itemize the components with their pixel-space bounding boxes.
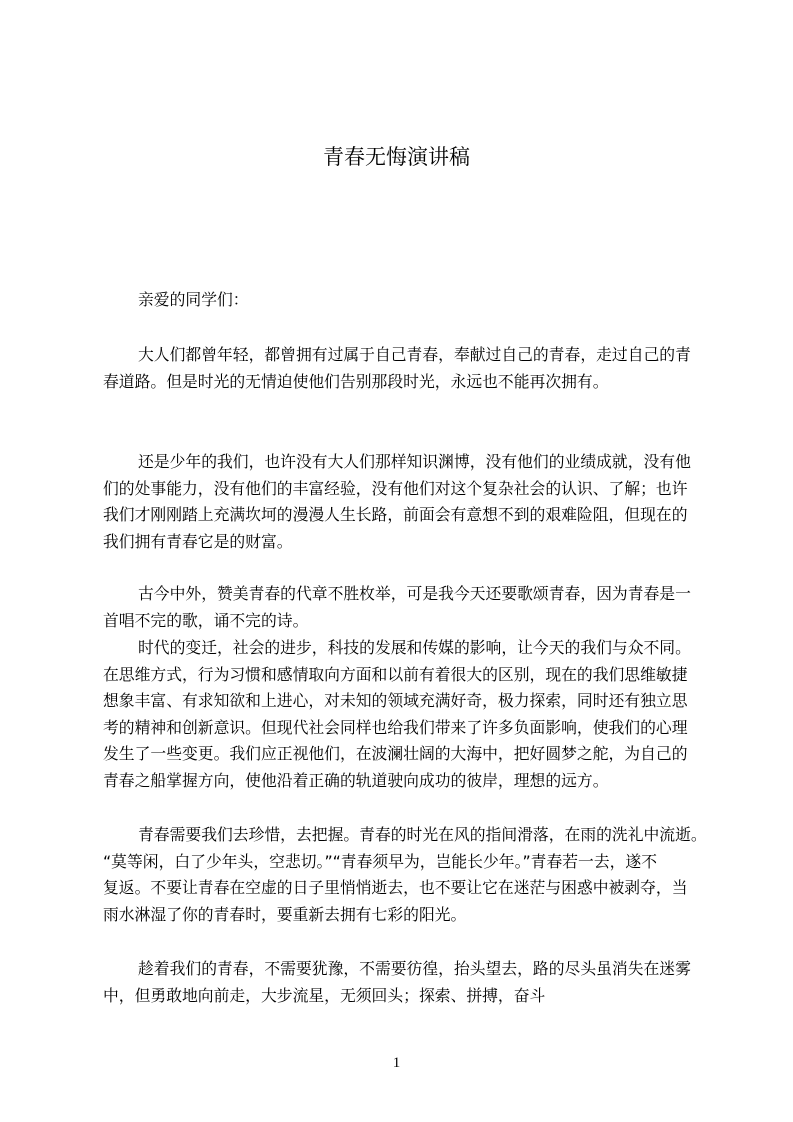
paragraph [103, 956, 703, 1009]
greeting [103, 287, 703, 314]
paragraph-line: 趁着我们的青春，不需要犹豫，不需要彷徨，抬头望去，路的尽头虽消失在迷雾 [138, 959, 691, 978]
paragraph [103, 635, 703, 795]
paragraph-line: 时代的变迁，社会的进步，科技的发展和传媒的影响，让今天的我们与众不同。 [138, 638, 691, 657]
paragraph-line: 们的处事能力，没有他们的丰富经验，没有他们对这个复杂社会的认识、了解；也许 [103, 478, 688, 498]
paragraph [103, 449, 703, 555]
paragraph-line: 青春需要我们去珍惜，去把握。青春的时光在风的指间滑落，在雨的洗礼中流逝。 [138, 825, 707, 844]
paragraph-line: 雨水淋湿了你的青春时，要重新去拥有七彩的阳光。 [103, 904, 467, 924]
paragraph [103, 342, 703, 395]
paragraph-line: 中，但勇敢地向前走，大步流星，无须回头；探索、拼搏，奋斗 [103, 985, 546, 1005]
paragraph [103, 822, 707, 928]
paragraph-line: 古今中外，赞美青春的代章不胜枚举，可是我今天还要歌颂青春，因为青春是一 [138, 584, 691, 603]
paragraph-line: 想象丰富、有求知欲和上进心，对未知的领域充满好奇，极力探索，同时还有独立思 [103, 691, 688, 711]
paragraph-line: 复返。不要让青春在空虚的日子里悄悄逝去，也不要让它在迷茫与困惑中被剥夺，当 [103, 878, 688, 898]
page-number: 1 [392, 1055, 401, 1071]
paragraph-line: 考的精神和创新意识。但现代社会同样也给我们带来了许多负面影响，使我们的心理 [103, 717, 688, 737]
greeting-text: 亲爱的同学们： [138, 290, 249, 309]
paragraph-line: “莫等闲，白了少年头，空悲切。”“青春须早为，岂能长少年。”青春若一去，遂不 [103, 851, 658, 871]
paragraph-line: 发生了一些变更。我们应正视他们，在波澜壮阔的大海中，把好圆梦之舵，为自己的 [103, 744, 688, 764]
paragraph-line: 我们才刚刚踏上充满坎坷的漫漫人生长路，前面会有意想不到的艰难险阻，但现在的 [103, 505, 688, 525]
paragraph-line: 青春之船掌握方向，使他沿着正确的轨道驶向成功的彼岸，理想的远方。 [103, 770, 609, 790]
paragraph-line: 首唱不完的歌，诵不完的诗。 [103, 610, 309, 630]
document-title: 青春无悔演讲稿 [323, 145, 470, 169]
paragraph-line: 大人们都曾年轻，都曾拥有过属于自己青春，奉献过自己的青春，走过自己的青 [138, 345, 691, 364]
paragraph-line: 在思维方式，行为习惯和感情取向方面和以前有着很大的区别，现在的我们思维敏捷 [103, 664, 688, 684]
paragraph-line: 春道路。但是时光的无情迫使他们告别那段时光，永远也不能再次拥有。 [103, 371, 609, 391]
paragraph-line: 还是少年的我们，也许没有大人们那样知识渊博，没有他们的业绩成就，没有他 [138, 452, 691, 471]
paragraph-line: 我们拥有青春它是的财富。 [103, 531, 293, 551]
paragraph [103, 581, 703, 634]
